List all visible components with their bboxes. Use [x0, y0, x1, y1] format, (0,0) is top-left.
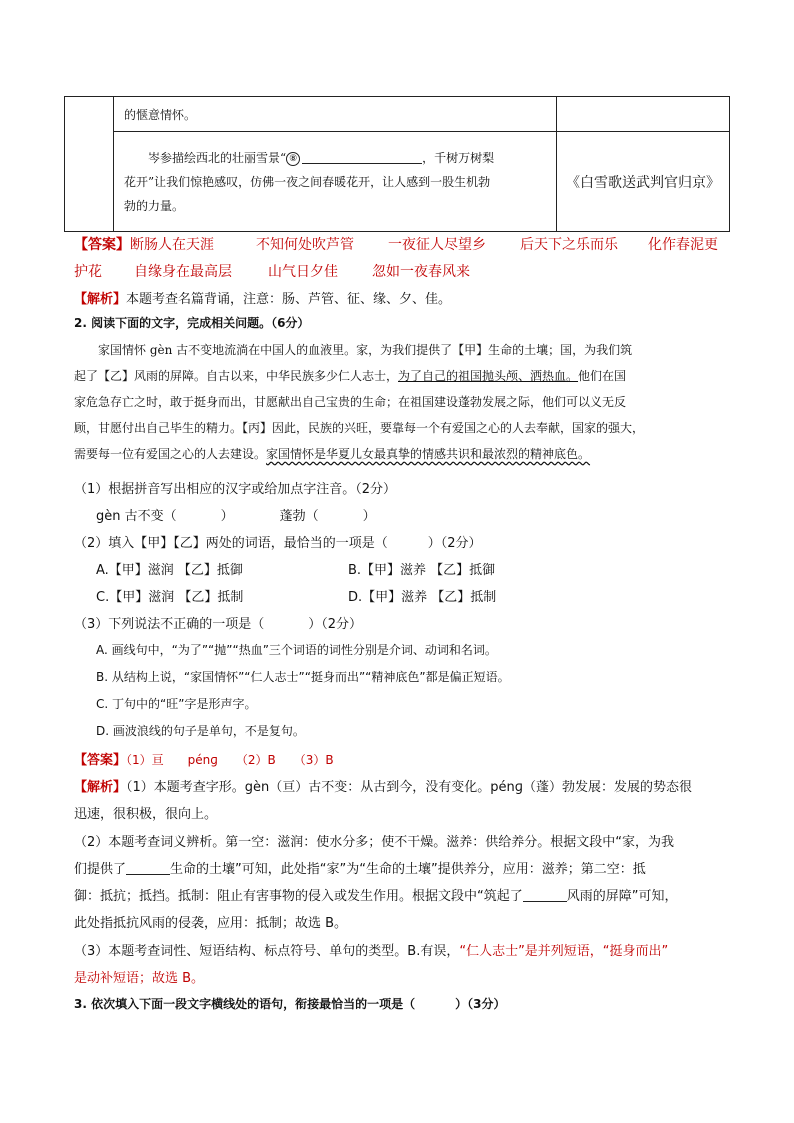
option-d: D.【甲】滋养 【乙】抵制	[348, 590, 497, 605]
analysis1-line	[74, 288, 451, 307]
analysis-tag: 【解析】	[74, 780, 127, 795]
passage-line	[74, 441, 722, 467]
answer-item: 一夜征人尽望乡	[388, 237, 486, 253]
table-row2-source: 《白雪歌送武判官归京》	[557, 132, 730, 232]
sub3-end: ）（2分）	[308, 617, 363, 632]
sub3-text: （3）下列说法不正确的一项是（	[74, 617, 265, 632]
option-b: B.【甲】滋养 【乙】抵御	[348, 563, 496, 578]
analysis2-text: 御：抵抗；抵挡。抵制：阻止有害事物的侵入或发生作用。根据文段中“筑起了	[74, 889, 523, 904]
sub1-item-b: 蓬勃（	[279, 509, 319, 524]
fill-blank-8	[302, 149, 422, 164]
statement-c: C. 丁句中的“旺”字是形声字。	[96, 697, 257, 711]
analysis2-text: 生命的土壤”可知，此处指“家”为“生命的土壤”提供养分，应用：滋养；第二空：抵	[170, 862, 646, 877]
answer-item: 断肠人在天涯	[130, 237, 214, 253]
question2-sub1-items	[96, 505, 376, 524]
row2-line3: 勃的力量。	[124, 198, 185, 213]
analysis2-text: （3）本题考查词性、短语结构、标点符号、单句的类型。B.有误，	[74, 944, 460, 959]
analysis2-text: 风雨的屏障”可知，	[566, 889, 678, 904]
answer-item: 不知何处吹芦管	[256, 237, 354, 253]
statement-d: D. 画波浪线的句子是单句，不是复句。	[96, 724, 305, 738]
row2-part2: ，千树万树梨	[422, 150, 495, 165]
table-row2-text	[114, 132, 557, 232]
blank-underline	[523, 889, 567, 902]
analysis2-line5	[74, 885, 678, 904]
answer2-line	[74, 749, 334, 768]
analysis2-highlight: “仁人志士”是并列短语，“挺身而出”	[459, 944, 669, 959]
wavy-underlined-sentence: 家国情怀是华夏儿女最真挚的情感共识和最浓烈的精神底色。	[266, 447, 591, 461]
table-row1-source	[557, 97, 730, 132]
option-a: A.【甲】滋润 【乙】抵御	[96, 563, 243, 578]
table-row1-text: 的惬意情怀。	[114, 97, 557, 132]
option-c: C.【甲】滋润 【乙】抵制	[96, 590, 244, 605]
passage-text: 起了【乙】风雨的屏障。自古以来，中华民族多少仁人志士，	[74, 369, 399, 383]
row2-part1: 岑参描绘西北的壮丽雪景“	[148, 150, 287, 165]
passage-text: 他们在国	[578, 369, 627, 383]
analysis2-line7	[74, 940, 668, 959]
answer-item: 护花	[74, 264, 102, 280]
poem-table	[64, 96, 730, 232]
blank-number-circle: ⑧	[286, 152, 300, 166]
answer1-line1	[74, 234, 718, 254]
answer1-line2	[74, 261, 470, 281]
answer-item: 化作春泥更	[648, 237, 718, 253]
passage-line: 家危急存亡之时，敢于挺身而出，甘愿献出自己宝贵的生命；在祖国建设蓬勃发展之际，他们可以义无反	[74, 395, 627, 409]
question3-end: ）（3分）	[455, 997, 506, 1011]
answer-tag: 【答案】	[74, 237, 130, 253]
row2-line2: 花开”让我们惊艳感叹，仿佛一夜之间春暖花开，让人感到一股生机勃	[124, 174, 491, 189]
passage-line: 顾，甘愿付出自己毕生的精力。【丙】因此，民族的兴旺，要靠每一个有爱国之心的人去奉献，国家的强大，	[74, 421, 645, 435]
question3-text: 3. 依次填入下面一段文字横线处的语句，衔接最恰当的一项是（	[74, 997, 416, 1011]
analysis2-text: 们提供了	[74, 862, 127, 877]
sub1-item-b-close: ）	[362, 509, 376, 524]
passage-text: 需要每一位有爱国之心的人去建设。	[74, 447, 267, 461]
analysis2-highlight: 是动补短语；故选 B。	[74, 971, 205, 986]
question2-sub1: （1）根据拼音写出相应的汉字或给加点字注音。（2分）	[74, 482, 397, 497]
statement-b: B. 从结构上说，“家国情怀”“仁人志士”“挺身而出”“精神底色”都是偏正短语。	[96, 670, 510, 684]
analysis2-line1	[74, 776, 692, 795]
question2-sub2	[74, 532, 482, 551]
answer2-text: （1）亘 pénɡ （2）B （3）B	[126, 753, 334, 767]
answer-item: 自缘身在最高层	[134, 264, 232, 280]
analysis2-line6: 此处指抵抗风雨的侵袭，应用：抵制；故选 B。	[74, 916, 348, 931]
table-left-cell	[65, 97, 114, 232]
question2-title: 2. 阅读下面的文字，完成相关问题。（6分）	[74, 316, 310, 330]
statement-a: A. 画线句中，“为了”“抛”“热血”三个词语的词性分别是介词、动词和名词。	[96, 643, 497, 657]
answer-item: 山气日夕佳	[268, 264, 338, 280]
analysis2-line3: （2）本题考查词义辨析。第一空：滋润：使水分多；使不干燥。滋养：供给养分。根据文段中“家，为我	[74, 835, 675, 850]
analysis2-line8	[74, 967, 204, 986]
analysis1-text: 本题考查名篇背诵，注意：肠、芦管、征、缘、夕、佳。	[126, 292, 452, 307]
analysis2-line4	[74, 858, 646, 877]
analysis2-line2: 迅速，很积极，很向上。	[74, 807, 218, 822]
answer-item: 忽如一夜春风来	[372, 264, 470, 280]
sub1-item-a-close: ）	[220, 509, 234, 524]
analysis-tag: 【解析】	[74, 292, 127, 307]
question3-title	[74, 995, 505, 1012]
passage-line	[74, 363, 722, 389]
answer-tag: 【答案】	[74, 753, 127, 768]
question2-sub3	[74, 613, 362, 632]
answer-item: 后天下之乐而乐	[520, 237, 618, 253]
sub2-end: ）（2分）	[427, 536, 482, 551]
question2-passage	[74, 337, 722, 467]
blank-underline	[126, 862, 170, 875]
sub2-text: （2）填入【甲】【乙】两处的词语，最恰当的一项是（	[74, 536, 388, 551]
passage-line: 家国情怀 gèn 古不变地流淌在中国人的血液里。家，为我们提供了【甲】生命的土壤；国，为我们筑	[98, 343, 633, 357]
analysis2-text: （1）本题考查字形。gèn（亘）古不变：从古到今，没有变化。pénɡ（蓬）勃发展：发展的势态很	[126, 780, 693, 795]
underlined-sentence: 为了自己的祖国抛头颅、洒热血。	[398, 369, 579, 383]
sub1-item-a: gèn 古不变（	[96, 509, 177, 524]
